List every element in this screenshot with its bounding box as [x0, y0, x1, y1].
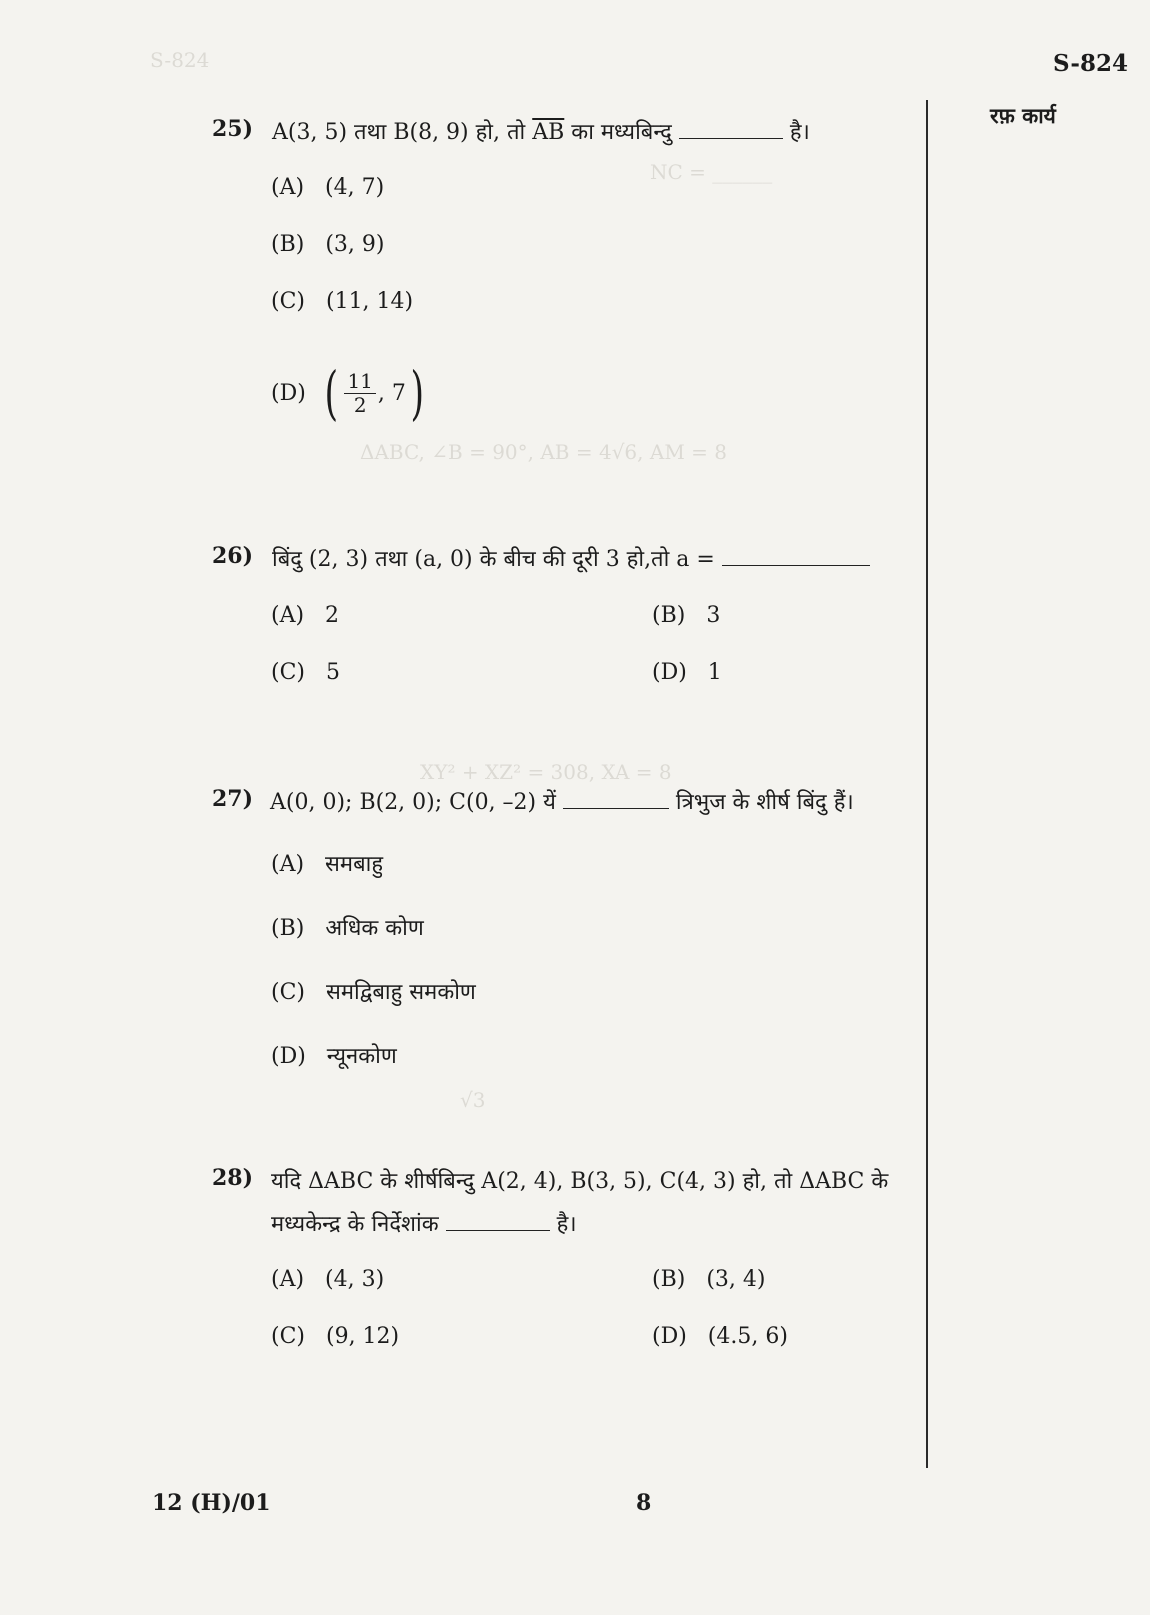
- option-value: (11, 14): [325, 289, 414, 314]
- option-value: न्यूनकोण: [326, 1044, 397, 1069]
- rough-work-label: रफ़ कार्य: [990, 103, 1056, 128]
- option-label: (B): [271, 916, 305, 941]
- option-label: (A): [271, 603, 305, 628]
- option: [271, 289, 413, 314]
- option-value: , 7: [377, 380, 406, 406]
- option-label: (A): [271, 1267, 305, 1292]
- question-number: 25): [212, 116, 254, 142]
- question-text-part: त्रिभुज के शीर्ष बिंदु हैं।: [675, 790, 854, 815]
- option: [271, 660, 340, 685]
- question-text-part: A(0, 0); B(2, 0); C(0, –2) यें: [270, 790, 556, 815]
- option-value: 1: [707, 660, 722, 685]
- option: [271, 359, 429, 427]
- option-label: (C): [271, 289, 305, 314]
- option: [271, 976, 476, 1006]
- bleed-through-text: ΔABC, ∠B = 90°, AB = 4√6, AM = 8: [360, 440, 727, 464]
- option: [271, 1267, 384, 1292]
- option-label: (D): [271, 380, 306, 406]
- option-value: समद्विबाहु समकोण: [325, 980, 476, 1005]
- option-label: (D): [652, 1324, 687, 1349]
- option-label: (D): [652, 660, 687, 685]
- right-paren: ): [410, 359, 425, 427]
- option-label: (A): [271, 175, 305, 200]
- denominator: 2: [353, 392, 367, 417]
- question-text: [270, 786, 854, 816]
- option-label: (B): [271, 232, 305, 257]
- answer-blank: [722, 564, 870, 566]
- question-text-part: का मध्यबिन्दु: [571, 120, 672, 145]
- question-text: [272, 116, 810, 146]
- bleed-through-text: √3: [460, 1088, 486, 1112]
- segment-label: $\overline{AB}$: [532, 120, 565, 145]
- question-text-part: मध्यकेन्द्र के निर्देशांक: [271, 1212, 439, 1237]
- option-label: (A): [271, 852, 305, 877]
- left-paren: (: [324, 359, 338, 427]
- option-value: (3, 9): [325, 232, 385, 257]
- option-value: (4, 3): [325, 1267, 385, 1292]
- option: [271, 175, 384, 200]
- question-text: [272, 543, 870, 573]
- option-label: (C): [271, 660, 305, 685]
- question-number: 28): [212, 1165, 254, 1191]
- question-text: [271, 1208, 577, 1238]
- rough-work-divider: [926, 100, 928, 1468]
- option-label: (C): [271, 980, 305, 1005]
- page-number: 8: [636, 1490, 652, 1516]
- fraction: [344, 370, 375, 417]
- option-value: (4.5, 6): [707, 1324, 788, 1349]
- answer-blank: [679, 137, 783, 139]
- answer-blank: [563, 807, 669, 809]
- option-value: 3: [706, 603, 721, 628]
- question-number: 27): [212, 786, 254, 812]
- option: [271, 1040, 397, 1070]
- paper-code: 12 (H)/01: [152, 1490, 271, 1516]
- option-value: समबाहु: [325, 852, 384, 877]
- bleed-through-text: NC = ______: [650, 160, 773, 184]
- option: [271, 912, 424, 942]
- question-text-part: A(3, 5) तथा B(8, 9) हो, तो: [272, 120, 526, 145]
- option-label: (B): [652, 1267, 686, 1292]
- fraction-pair: [320, 359, 429, 427]
- answer-blank: [446, 1229, 550, 1231]
- option: [271, 848, 383, 878]
- option-value: (4, 7): [325, 175, 385, 200]
- question-text-part: है।: [556, 1212, 577, 1237]
- question-text: यदि ΔABC के शीर्षबिन्दु A(2, 4), B(3, 5), C(4, 3) हो, तो ΔABC के: [271, 1169, 889, 1194]
- option: [652, 660, 722, 685]
- option: [652, 1324, 788, 1349]
- option-label: (D): [271, 1044, 306, 1069]
- question-number: 26): [212, 543, 254, 569]
- option: [271, 603, 339, 628]
- option-value: 2: [325, 603, 340, 628]
- page-code: S-824: [1052, 50, 1128, 77]
- bleed-through-text: S-824: [150, 48, 210, 72]
- question-text-part: बिंदु (2, 3) तथा (a, 0) के बीच की दूरी 3 हो,तो a =: [272, 547, 715, 572]
- option-value: (9, 12): [325, 1324, 400, 1349]
- question-text-part: है।: [789, 120, 810, 145]
- option: [652, 603, 720, 628]
- option-value: 5: [325, 660, 340, 685]
- option-label: (C): [271, 1324, 305, 1349]
- option-label: (B): [652, 603, 686, 628]
- option-value: अधिक कोण: [325, 916, 424, 941]
- numerator: 11: [344, 370, 375, 394]
- option: [271, 232, 384, 257]
- option: [652, 1267, 765, 1292]
- bleed-through-text: XY² + XZ² = 308, XA = 8: [420, 760, 672, 784]
- option-value: (3, 4): [706, 1267, 766, 1292]
- option: [271, 1324, 399, 1349]
